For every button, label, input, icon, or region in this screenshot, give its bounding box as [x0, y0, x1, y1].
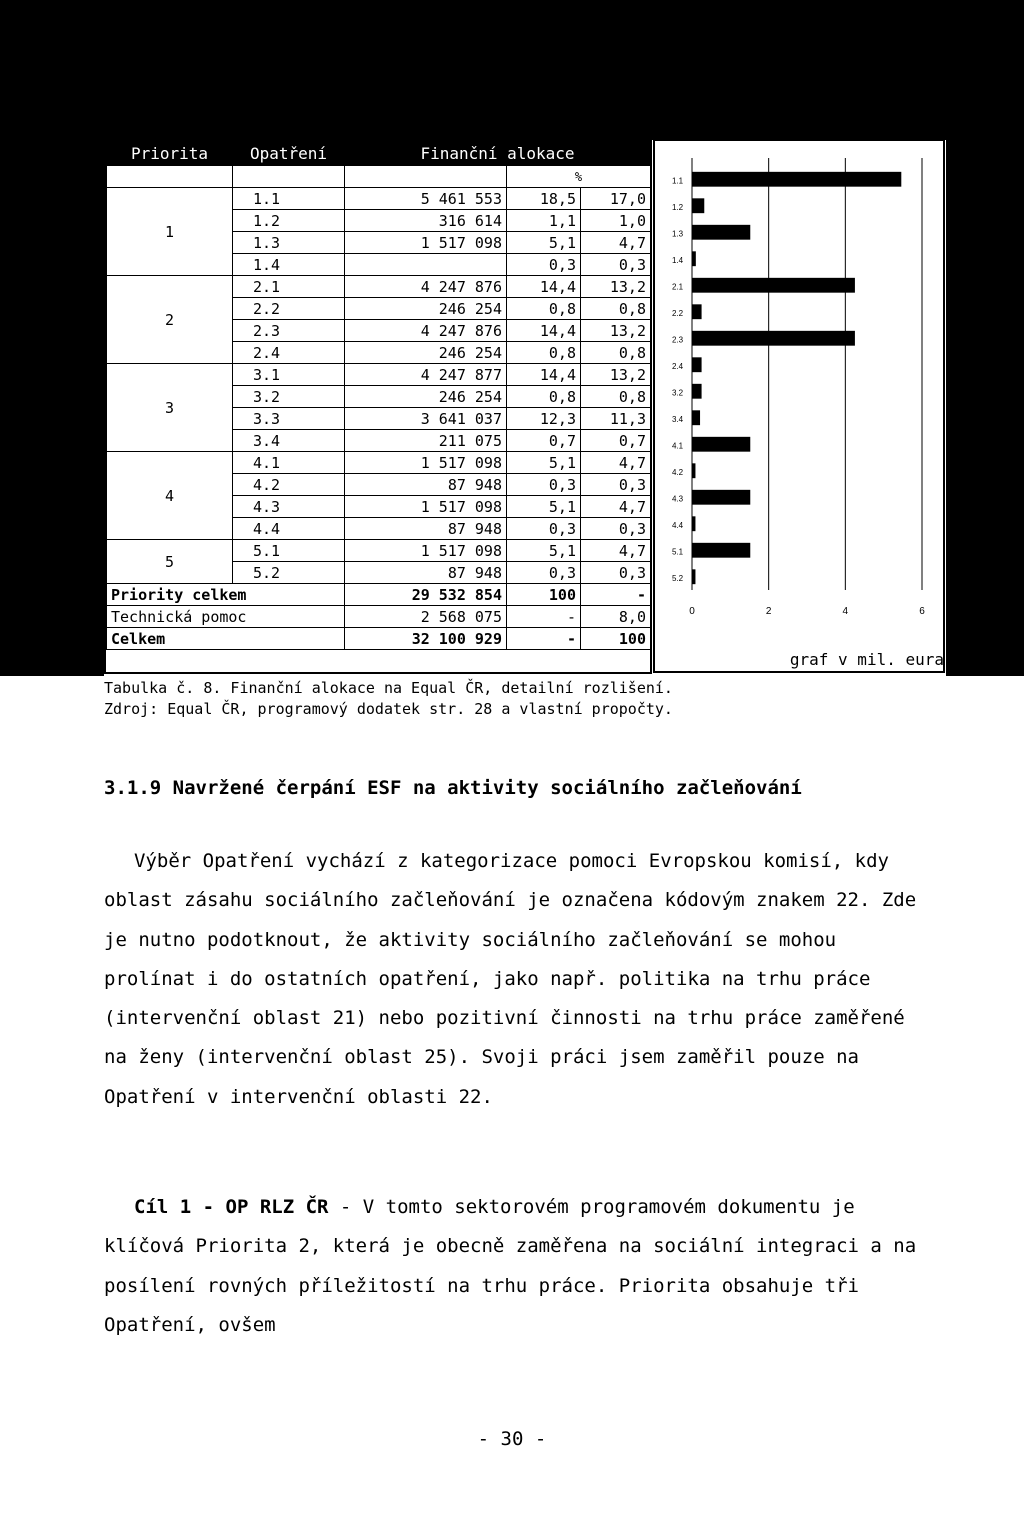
measure-code-cell: 3.4	[233, 430, 345, 452]
measure-code-cell: 2.4	[233, 342, 345, 364]
x-tick-label: 6	[919, 606, 925, 617]
total-row	[107, 606, 651, 628]
total-label-cell: Celkem	[107, 628, 345, 650]
chart-bar	[692, 516, 695, 531]
y-tick-label: 4.1	[672, 441, 684, 451]
percent-2-cell: 0,3	[581, 562, 651, 584]
chart-bar	[692, 331, 855, 346]
x-tick-label: 4	[842, 606, 849, 617]
percent-2-cell: 0,3	[581, 254, 651, 276]
percent-2-cell: 4,7	[581, 540, 651, 562]
percent-2-cell: 0,3	[581, 518, 651, 540]
percent-1-cell: 5,1	[507, 496, 581, 518]
amount-cell: 5 461 553	[345, 188, 507, 210]
y-tick-label: 5.2	[672, 573, 684, 583]
total-percent-1-cell: -	[507, 628, 581, 650]
allocation-chart	[652, 140, 946, 676]
measure-code-cell: 5.2	[233, 562, 345, 584]
y-tick-label: 2.1	[672, 282, 684, 292]
amount-cell: 87 948	[345, 474, 507, 496]
percent-2-cell: 13,2	[581, 276, 651, 298]
y-tick-label: 3.4	[672, 414, 684, 424]
amount-cell: 316 614	[345, 210, 507, 232]
section-heading: 3.1.9 Navržené čerpání ESF na aktivity sociálního začleňování	[104, 777, 802, 799]
measure-code-cell: 1.4	[233, 254, 345, 276]
chart-bar	[692, 463, 695, 478]
amount-cell: 1 517 098	[345, 232, 507, 254]
table-row	[107, 276, 651, 298]
percent-2-cell: 13,2	[581, 320, 651, 342]
scan-border-left	[0, 0, 104, 676]
y-tick-label: 2.3	[672, 335, 684, 345]
table-caption	[104, 678, 673, 720]
percent-1-cell: 14,4	[507, 320, 581, 342]
total-amount-cell: 32 100 929	[345, 628, 507, 650]
y-tick-label: 2.4	[672, 361, 684, 371]
percent-1-cell: 0,7	[507, 430, 581, 452]
x-tick-label: 2	[765, 606, 772, 617]
caption-line-1: Tabulka č. 8. Finanční alokace na Equal ČR, detailní rozlišení.	[104, 679, 673, 697]
percent-2-cell: 13,2	[581, 364, 651, 386]
header-opatreni: Opatření	[233, 143, 345, 166]
amount-cell: 4 247 877	[345, 364, 507, 386]
measure-code-cell: 2.3	[233, 320, 345, 342]
amount-cell: 1 517 098	[345, 452, 507, 474]
bar-chart-svg	[652, 140, 946, 676]
amount-cell: 4 247 876	[345, 276, 507, 298]
y-tick-label: 4.4	[672, 520, 684, 530]
amount-cell: 87 948	[345, 562, 507, 584]
percent-2-cell: 4,7	[581, 452, 651, 474]
amount-cell: 3 641 037	[345, 408, 507, 430]
amount-cell: 87 948	[345, 518, 507, 540]
y-tick-label: 2.2	[672, 308, 684, 318]
percent-1-cell: 0,3	[507, 562, 581, 584]
paragraph-2-text: - V tomto sektorovém programovém dokumentu je klíčová Priorita 2, která je obecně zaměřena na sociální integraci a na posílení rovných příležitostí na trhu práce. Priorita obsahuje tři Opatření, ovšem	[104, 1196, 917, 1336]
scan-border-top	[0, 0, 1024, 140]
y-tick-label: 3.2	[672, 388, 684, 398]
table-row	[107, 364, 651, 386]
measure-code-cell: 1.1	[233, 188, 345, 210]
percent-1-cell: 5,1	[507, 452, 581, 474]
total-label-cell: Technická pomoc	[107, 606, 345, 628]
percent-2-cell: 17,0	[581, 188, 651, 210]
chart-unit-label: graf v mil. eura	[789, 650, 944, 669]
measure-code-cell: 1.3	[233, 232, 345, 254]
scan-border-right	[946, 0, 1024, 676]
measure-code-cell: 4.3	[233, 496, 345, 518]
total-row	[107, 584, 651, 606]
percent-2-cell: 0,7	[581, 430, 651, 452]
percent-1-cell: 14,4	[507, 364, 581, 386]
table-row	[107, 452, 651, 474]
priority-cell: 2	[107, 276, 233, 364]
percent-2-cell: 11,3	[581, 408, 651, 430]
percent-1-cell: 0,3	[507, 518, 581, 540]
percent-1-cell: 0,3	[507, 254, 581, 276]
chart-bar	[692, 251, 696, 266]
percent-2-cell: 0,8	[581, 342, 651, 364]
measure-code-cell: 3.3	[233, 408, 345, 430]
amount-cell: 246 254	[345, 386, 507, 408]
chart-bar	[692, 357, 702, 372]
amount-cell: 246 254	[345, 342, 507, 364]
y-tick-label: 1.1	[672, 176, 684, 186]
amount-cell: 211 075	[345, 430, 507, 452]
percent-2-cell: 0,8	[581, 298, 651, 320]
chart-frame	[654, 140, 944, 672]
total-percent-1-cell: -	[507, 606, 581, 628]
amount-cell	[345, 254, 507, 276]
table-row	[107, 188, 651, 210]
chart-bar	[692, 543, 750, 558]
priority-cell: 3	[107, 364, 233, 452]
percent-1-cell: 14,4	[507, 276, 581, 298]
percent-1-cell: 5,1	[507, 232, 581, 254]
header-priorita: Priorita	[107, 143, 233, 166]
total-amount-cell: 2 568 075	[345, 606, 507, 628]
paragraph-2-bold: Cíl 1 - OP RLZ ČR	[134, 1196, 329, 1218]
y-tick-label: 1.4	[672, 255, 684, 265]
chart-bar	[692, 304, 702, 319]
percent-2-cell: 4,7	[581, 232, 651, 254]
paragraph-1: Výběr Opatření vychází z kategorizace pomoci Evropskou komisí, kdy oblast zásahu sociálního začleňování je označena kódovým znakem 22. Zde je nutno podotknout, že aktivity sociálního začleňování se mohou prolínat i do ostatních opatření, jako např. politika na trhu práce (intervenční oblast 21) nebo pozitivní činnosti na trhu práce zaměřené na ženy (intervenční oblast 25). Svoji práci jsem zaměřil pouze na Opatření v intervenční oblasti 22.	[104, 850, 917, 1108]
allocation-table-container	[104, 140, 652, 674]
header-alokace: Finanční alokace	[345, 143, 651, 166]
percent-1-cell: 5,1	[507, 540, 581, 562]
total-percent-2-cell: 100	[581, 628, 651, 650]
percent-2-cell: 4,7	[581, 496, 651, 518]
measure-code-cell: 2.2	[233, 298, 345, 320]
amount-cell: 1 517 098	[345, 540, 507, 562]
measure-code-cell: 4.4	[233, 518, 345, 540]
caption-line-2: Zdroj: Equal ČR, programový dodatek str. 28 a vlastní propočty.	[104, 700, 673, 718]
page-number: - 30 -	[477, 1428, 547, 1450]
paragraph-2	[104, 1188, 934, 1345]
chart-bar	[692, 490, 750, 505]
percent-1-cell: 1,1	[507, 210, 581, 232]
percent-1-cell: 0,8	[507, 298, 581, 320]
measure-code-cell: 1.2	[233, 210, 345, 232]
percent-1-cell: 0,8	[507, 386, 581, 408]
header-pct: %	[507, 166, 651, 188]
table-body	[107, 188, 651, 650]
measure-code-cell: 5.1	[233, 540, 345, 562]
chart-bar	[692, 278, 855, 293]
percent-1-cell: 0,8	[507, 342, 581, 364]
y-tick-label: 4.2	[672, 467, 684, 477]
chart-bar	[692, 437, 750, 452]
percent-2-cell: 0,3	[581, 474, 651, 496]
y-tick-label: 1.3	[672, 229, 684, 239]
chart-bar	[692, 225, 750, 240]
measure-code-cell: 4.2	[233, 474, 345, 496]
percent-2-cell: 0,8	[581, 386, 651, 408]
y-tick-label: 4.3	[672, 494, 684, 504]
measure-code-cell: 4.1	[233, 452, 345, 474]
amount-cell: 1 517 098	[345, 496, 507, 518]
total-label-cell: Priority celkem	[107, 584, 345, 606]
amount-cell: 246 254	[345, 298, 507, 320]
chart-bar	[692, 172, 901, 187]
percent-1-cell: 0,3	[507, 474, 581, 496]
table-row	[107, 540, 651, 562]
x-tick-label: 0	[689, 606, 695, 617]
chart-bar	[692, 569, 695, 584]
measure-code-cell: 3.2	[233, 386, 345, 408]
y-tick-label: 5.1	[672, 547, 684, 557]
priority-cell: 1	[107, 188, 233, 276]
chart-bar	[692, 410, 700, 425]
total-percent-2-cell: 8,0	[581, 606, 651, 628]
allocation-table	[106, 142, 651, 650]
measure-code-cell: 3.1	[233, 364, 345, 386]
measure-code-cell: 2.1	[233, 276, 345, 298]
priority-cell: 4	[107, 452, 233, 540]
total-row	[107, 628, 651, 650]
chart-bar	[692, 198, 704, 213]
total-percent-2-cell: -	[581, 584, 651, 606]
percent-1-cell: 18,5	[507, 188, 581, 210]
chart-bar	[692, 384, 702, 399]
total-amount-cell: 29 532 854	[345, 584, 507, 606]
amount-cell: 4 247 876	[345, 320, 507, 342]
percent-2-cell: 1,0	[581, 210, 651, 232]
total-percent-1-cell: 100	[507, 584, 581, 606]
percent-1-cell: 12,3	[507, 408, 581, 430]
priority-cell: 5	[107, 540, 233, 584]
y-tick-label: 1.2	[672, 202, 684, 212]
